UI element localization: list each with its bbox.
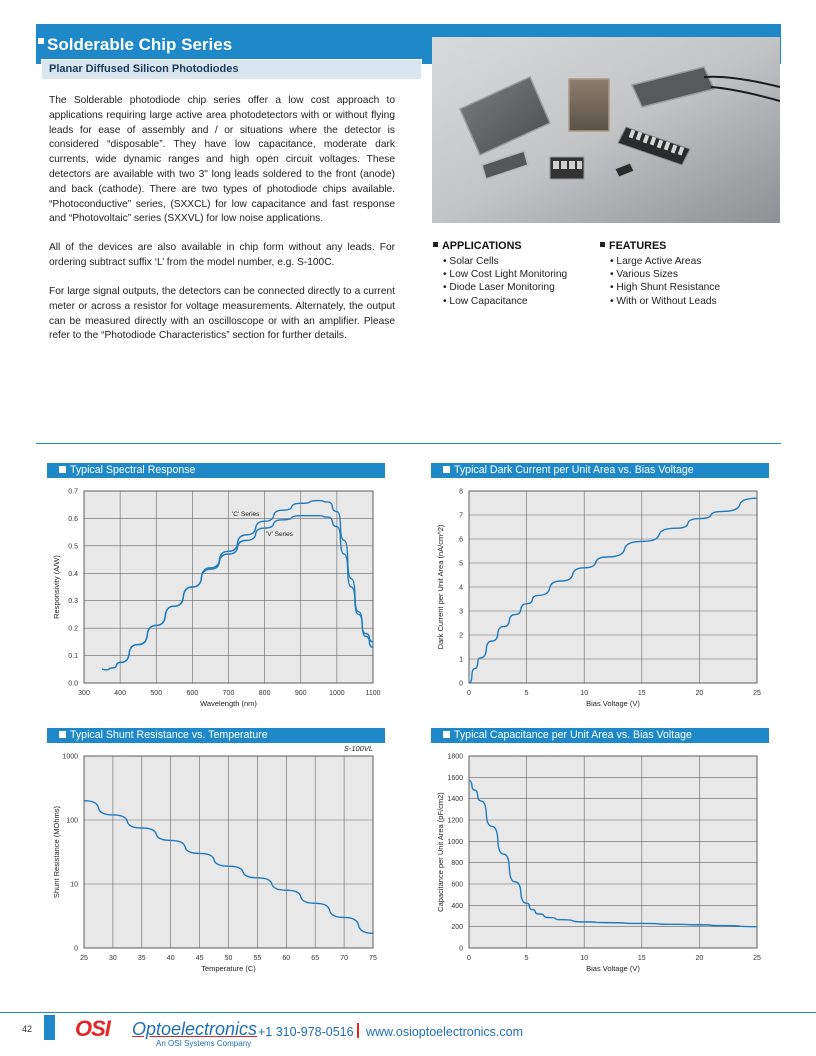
x-tick-label: 20 xyxy=(695,955,704,962)
chip-form-paragraph: All of the devices are also available in chip form without any leads. For ordering subtract suffix ‘L’ from the model number, e.g. S-100C. xyxy=(49,242,395,268)
y-tick-label: 5 xyxy=(459,560,463,568)
y-tick-label: 7 xyxy=(459,512,463,520)
y-tick-label: 0.4 xyxy=(68,570,78,578)
x-axis-label: Wavelength (nm) xyxy=(200,699,257,708)
y-axis-label: Shunt Resistance (MOhms) xyxy=(52,805,61,899)
series-annotation: 'V' Series xyxy=(266,531,294,538)
y-tick-label: 8 xyxy=(459,488,463,496)
phone-number: +1 310-978-0516 xyxy=(258,1025,354,1039)
footer-rule xyxy=(0,1012,816,1013)
plot-area xyxy=(469,756,757,948)
x-tick-label: 15 xyxy=(637,690,646,697)
y-tick-label: 0 xyxy=(74,945,78,953)
x-tick-label: 700 xyxy=(222,690,235,697)
series-annotation: 'C' Series xyxy=(232,511,260,518)
large-signal-paragraph: For large signal outputs, the detectors can be connected directly to a current meter or across a resistor for voltage measurements. Alternately, the output can be measured directly with an oscilloscope or with an amplifier. Please refer to the “Photodiode Characteristics” section for further details. xyxy=(49,286,395,342)
x-tick-label: 1100 xyxy=(365,690,381,697)
y-tick-label: 3 xyxy=(459,608,463,616)
y-axis-label: Dark Current per Unit Area (nA/cm^2) xyxy=(436,524,445,650)
x-tick-label: 5 xyxy=(524,690,529,697)
y-tick-label: 0 xyxy=(459,945,463,953)
logo-optoelectronics: Optoelectronics xyxy=(132,1019,258,1039)
chart-title-spectral: Typical Spectral Response xyxy=(47,463,385,478)
x-tick-label: 50 xyxy=(224,955,233,962)
page-title: Solderable Chip Series xyxy=(38,35,232,55)
y-tick-label: 0.2 xyxy=(68,625,78,633)
x-tick-label: 10 xyxy=(580,955,589,962)
x-tick-label: 300 xyxy=(78,690,90,697)
x-tick-label: 55 xyxy=(253,955,262,962)
x-tick-label: 45 xyxy=(195,955,204,962)
page-number: 42 xyxy=(22,1024,33,1034)
y-tick-label: 100 xyxy=(66,817,78,825)
list-item: • Diode Laser Monitoring xyxy=(433,281,593,294)
x-tick-label: 40 xyxy=(166,955,175,962)
logo-osi: OSI xyxy=(75,1016,110,1041)
x-tick-label: 5 xyxy=(524,955,529,962)
y-tick-label: 1000 xyxy=(447,838,463,846)
y-tick-label: 6 xyxy=(459,536,463,544)
x-tick-label: 1000 xyxy=(329,690,345,697)
chart-subtitle: S-100VL xyxy=(343,744,373,753)
y-tick-label: 600 xyxy=(451,881,463,889)
list-item: • Low Cost Light Monitoring xyxy=(433,268,593,281)
y-tick-label: 400 xyxy=(451,902,463,910)
intro-paragraph: The Solderable photodiode chip series offer a low cost approach to applications requiring large active area photodetectors with or without flying leads for ease of assembly and / or situations where the detector is considered “disposable”. They have low capacitance, moderate dark currents, wide dynamic ranges and high open circuit voltages. These detectors are available with two 3" long leads soldered to the front (anode) and back (cathode). There are two types of photodiode chips available. “Photoconductive” series, (SXXCL) for low capacitance and fast response and “Photovoltaic” series (SXXVL) for low noise applications. xyxy=(49,95,395,225)
x-axis-label: Bias Voltage (V) xyxy=(586,699,640,708)
list-item: • Various Sizes xyxy=(600,268,770,281)
y-tick-label: 0.7 xyxy=(68,488,78,496)
y-tick-label: 0.1 xyxy=(68,653,78,661)
y-tick-label: 800 xyxy=(451,860,463,868)
x-axis-label: Temperature (C) xyxy=(201,964,256,973)
x-tick-label: 400 xyxy=(114,690,126,697)
x-tick-label: 65 xyxy=(311,955,320,962)
y-tick-label: 1200 xyxy=(447,817,463,825)
y-tick-label: 0.0 xyxy=(68,680,78,688)
x-tick-label: 0 xyxy=(467,955,471,962)
x-tick-label: 25 xyxy=(80,955,88,962)
y-axis-label: Responsivity (A/W) xyxy=(52,555,61,619)
y-tick-label: 0.5 xyxy=(68,543,78,551)
x-tick-label: 75 xyxy=(369,955,377,962)
x-tick-label: 35 xyxy=(137,955,146,962)
x-tick-label: 500 xyxy=(150,690,163,697)
features-heading: FEATURES xyxy=(600,240,770,252)
y-tick-label: 1400 xyxy=(447,796,463,804)
y-tick-label: 10 xyxy=(70,881,78,889)
x-tick-label: 30 xyxy=(109,955,117,962)
y-tick-label: 4 xyxy=(459,584,463,592)
y-axis-label: Capacitance per Unit Area (pF/cm2) xyxy=(436,792,445,912)
page-subtitle: Planar Diffused Silicon Photodiodes xyxy=(49,63,239,75)
y-tick-label: 1600 xyxy=(447,774,463,782)
y-tick-label: 0.6 xyxy=(68,515,78,523)
list-item: • Solar Cells xyxy=(433,255,593,268)
website-link[interactable]: www.osioptoelectronics.com xyxy=(366,1025,524,1039)
x-tick-label: 20 xyxy=(695,690,704,697)
y-tick-label: 0 xyxy=(459,680,463,688)
chart-title-dark-current: Typical Dark Current per Unit Area vs. Bias Voltage xyxy=(431,463,769,478)
x-tick-label: 600 xyxy=(186,690,199,697)
list-item: • Large Active Areas xyxy=(600,255,770,268)
x-tick-label: 15 xyxy=(637,955,646,962)
footer-separator xyxy=(357,1023,359,1038)
logo-tagline: An OSI Systems Company xyxy=(156,1039,252,1048)
x-axis-label: Bias Voltage (V) xyxy=(586,964,640,973)
footer-tab xyxy=(44,1015,55,1040)
y-tick-label: 1 xyxy=(459,656,463,664)
list-item: • High Shunt Resistance xyxy=(600,281,770,294)
applications-heading: APPLICATIONS xyxy=(433,240,593,252)
x-tick-label: 0 xyxy=(467,690,471,697)
x-tick-label: 25 xyxy=(753,955,761,962)
y-tick-label: 1800 xyxy=(447,753,463,761)
y-tick-label: 0.3 xyxy=(68,598,78,606)
y-tick-label: 200 xyxy=(451,924,463,932)
x-tick-label: 70 xyxy=(340,955,348,962)
y-tick-label: 2 xyxy=(459,632,463,640)
x-tick-label: 900 xyxy=(294,690,307,697)
list-item: • Low Capacitance xyxy=(433,295,593,308)
x-tick-label: 25 xyxy=(753,690,761,697)
chart-title-shunt: Typical Shunt Resistance vs. Temperature xyxy=(47,728,385,743)
x-tick-label: 60 xyxy=(282,955,291,962)
list-item: • With or Without Leads xyxy=(600,295,770,308)
y-tick-label: 1000 xyxy=(62,753,78,761)
x-tick-label: 800 xyxy=(258,690,271,697)
chart-title-capacitance: Typical Capacitance per Unit Area vs. Bias Voltage xyxy=(431,728,769,743)
x-tick-label: 10 xyxy=(580,690,589,697)
